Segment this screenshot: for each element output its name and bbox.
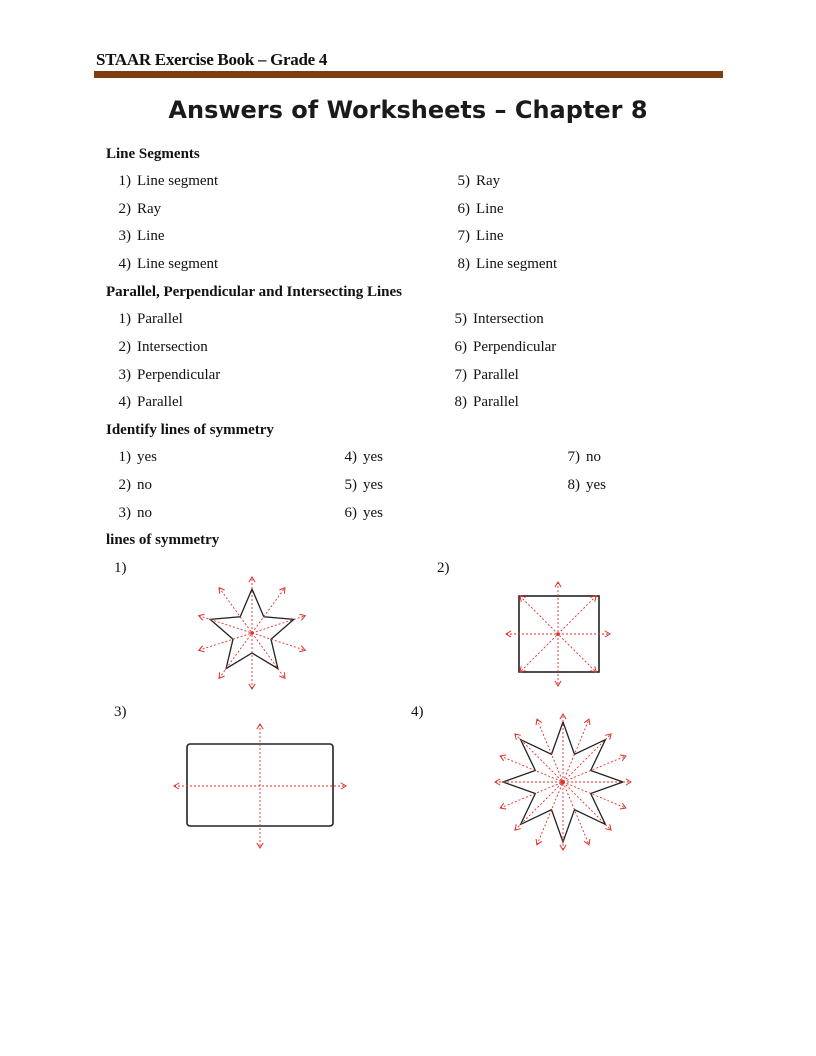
arrowhead: [299, 646, 305, 652]
figure-label: 1): [114, 560, 127, 576]
arrowhead: [279, 672, 285, 678]
figure-label: 3): [114, 704, 127, 720]
arrowhead: [299, 614, 305, 620]
answer-item: 6) Line: [457, 201, 504, 217]
answer-item: 3) Perpendicular: [118, 367, 221, 383]
arrowhead: [279, 588, 285, 594]
square-icon: [500, 580, 622, 690]
header-rule: [94, 71, 723, 78]
section-heading-symmetry-lines: lines of symmetry: [106, 532, 220, 548]
answer-item: 5) Ray: [457, 173, 501, 189]
answer-item: 4) Line segment: [118, 256, 219, 272]
rectangle-icon: [168, 718, 354, 854]
answer-item: 6) yes: [344, 505, 383, 521]
answer-item: 5) yes: [344, 477, 383, 493]
answer-item: 8) yes: [567, 477, 606, 493]
center-dot: [556, 632, 560, 636]
section-heading-symmetry-identify: Identify lines of symmetry: [106, 422, 274, 438]
figure-label: 2): [437, 560, 450, 576]
answer-item: 7) Line: [457, 228, 504, 244]
section-heading-line-segments: Line Segments: [106, 146, 200, 162]
answer-item: 8) Parallel: [454, 394, 519, 410]
section-heading-parallel: Parallel, Perpendicular and Intersecting Lines: [106, 284, 402, 300]
answer-item: 3) no: [118, 505, 152, 521]
answer-item: 2) Intersection: [118, 339, 208, 355]
eight-point-star-icon: [488, 714, 638, 854]
answer-item: 1) Parallel: [118, 311, 183, 327]
answer-item: 7) no: [567, 449, 601, 465]
answer-item: 1) Line segment: [118, 173, 219, 189]
answer-item: 8) Line segment: [457, 256, 558, 272]
answer-item: 4) yes: [344, 449, 383, 465]
five-point-star-icon: [191, 570, 313, 688]
center-dot: [250, 631, 254, 635]
arrowhead: [620, 755, 626, 761]
center-dot: [561, 780, 565, 784]
answer-item: 7) Parallel: [454, 367, 519, 383]
answer-item: 1) yes: [118, 449, 157, 465]
answer-item: 4) Parallel: [118, 394, 183, 410]
answer-item: 2) Ray: [118, 201, 162, 217]
header-title: STAAR Exercise Book – Grade 4: [96, 50, 328, 69]
arrowhead: [584, 719, 590, 725]
answer-item: 6) Perpendicular: [454, 339, 557, 355]
answer-item: 2) no: [118, 477, 152, 493]
answer-item: 3) Line: [118, 228, 165, 244]
arrowhead: [620, 803, 626, 809]
page-title: Answers of Worksheets – Chapter 8: [168, 96, 648, 124]
answer-item: 5) Intersection: [454, 311, 544, 327]
arrowhead: [584, 839, 590, 845]
figure-label: 4): [411, 704, 424, 720]
